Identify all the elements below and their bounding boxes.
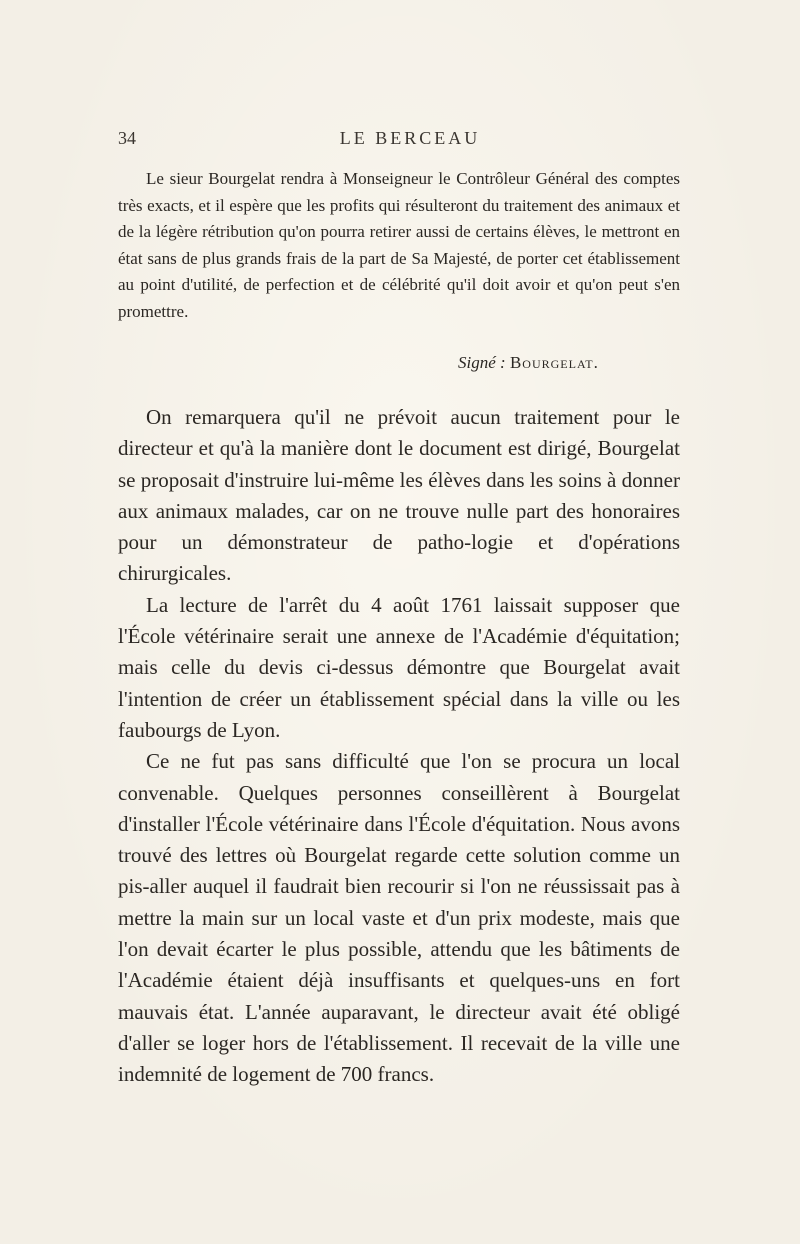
signed-label: Signé :: [458, 353, 506, 372]
page-number: 34: [118, 128, 136, 148]
signer-name: Bourgelat.: [509, 353, 599, 372]
running-head: [118, 128, 678, 152]
running-title: LE BERCEAU: [339, 128, 481, 148]
quoted-letter: [118, 166, 680, 325]
main-text: [118, 402, 680, 1091]
letter-paragraph: Le sieur Bourgelat rendra à Monseigneur le Contrôleur Général des comptes très exacts, et il espère que les profits qui résulteront du traitement des animaux et de la légère rétribution qu'on pourra retirer aussi de certains élèves, le mettront en état sans de plus grands frais de la part de Sa Majesté, de porter cet établissement au point d'utilité, de perfection et de célébrité qu'il doit avoir et qu'on peut s'en promettre.: [118, 169, 680, 321]
body-paragraph-2: La lecture de l'arrêt du 4 août 1761 laissait supposer que l'École vétérinaire serait une annexe de l'Académie d'équitation; mais celle du devis ci-dessus démontre que Bourgelat avait l'intention de créer un établissement spécial dans la ville ou les faubourgs de Lyon.: [118, 592, 680, 742]
signature: [458, 350, 698, 376]
body-paragraph-3: Ce ne fut pas sans difficulté que l'on se procura un local convenable. Quelques personnes conseillèrent à Bourgelat d'installer l'École vétérinaire dans l'École d'équitation. Nous avons trouvé des lettres où Bourgelat regarde cette solution comme un pis-aller auquel il faudrait bien recourir si l'on ne réussissait pas à mettre la main sur un local vaste et d'un prix modeste, mais que l'on devait écarter le plus possible, attendu que les bâtiments de l'Académie étaient déjà insuffisants et quelques-uns en fort mauvais état. L'année auparavant, le directeur avait été obligé d'aller se loger hors de l'établissement. Il recevait de la ville une indemnité de logement de 700 francs.: [118, 749, 680, 1087]
body-paragraph-1: On remarquera qu'il ne prévoit aucun traitement pour le directeur et qu'à la manière dont le document est dirigé, Bourgelat se proposait d'instruire lui-même les élèves dans les soins à donner aux animaux malades, car on ne trouve nulle part des honoraires pour un démonstrateur de patho-logie et d'opérations chirurgicales.: [118, 405, 680, 586]
